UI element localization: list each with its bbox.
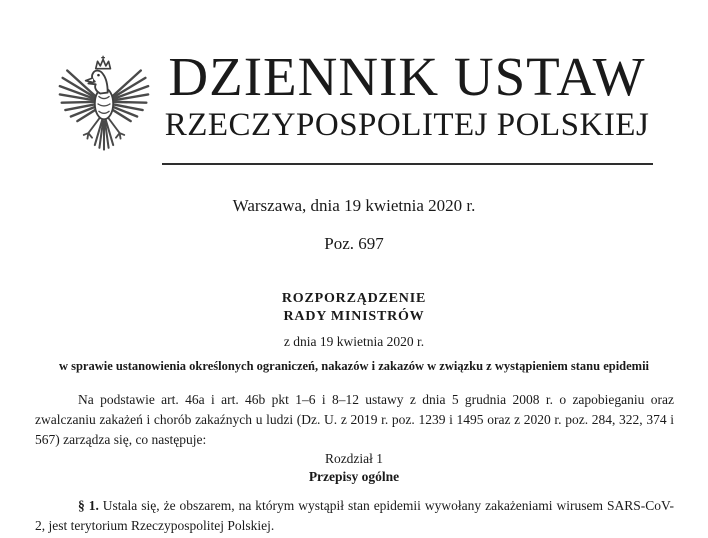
place-date-line: Warszawa, dnia 19 kwietnia 2020 r. <box>232 196 476 215</box>
section-1-paragraph <box>35 496 674 536</box>
act-type-line2: RADY MINISTRÓW <box>283 309 425 324</box>
act-type-line1: ROZPORZĄDZENIE <box>281 291 427 306</box>
section-1-text: Ustala się, że obszarem, na którym wystąpił stan epidemii wywołany zakażeniami wirusem SARS-CoV-2, jest terytorium Rzeczypospolitej Polskiej. <box>35 498 674 533</box>
act-subject-line: w sprawie ustanowienia określonych ograniczeń, nakazów i zakazów w związku z wystąpieniem stanu epidemii <box>58 359 650 373</box>
chapter-title: Przepisy ogólne <box>308 469 400 484</box>
legal-basis-paragraph: Na podstawie art. 46a i art. 46b pkt 1–6 i 8–12 ustawy z dnia 5 grudnia 2008 r. o zapobieganiu oraz zwalczaniu zakażeń i chorób zakaźnych u ludzi (Dz. U. z 2019 r. poz. 1239 i 1495 oraz z 2020 r. poz. 284, 322, 374 i 567) zarządza się, co następuje: <box>35 392 674 447</box>
journal-subtitle: RZECZYPOSPOLITEJ POLSKIEJ <box>164 107 650 143</box>
polish-eagle-emblem <box>58 54 150 168</box>
chapter-heading: Rozdział 1 <box>324 451 384 466</box>
position-number: Poz. 697 <box>324 234 384 253</box>
journal-title: DZIENNIK USTAW <box>168 46 646 107</box>
section-1-label: § 1. <box>78 498 99 513</box>
masthead-rule <box>162 163 653 165</box>
act-date-line: z dnia 19 kwietnia 2020 r. <box>283 334 425 349</box>
